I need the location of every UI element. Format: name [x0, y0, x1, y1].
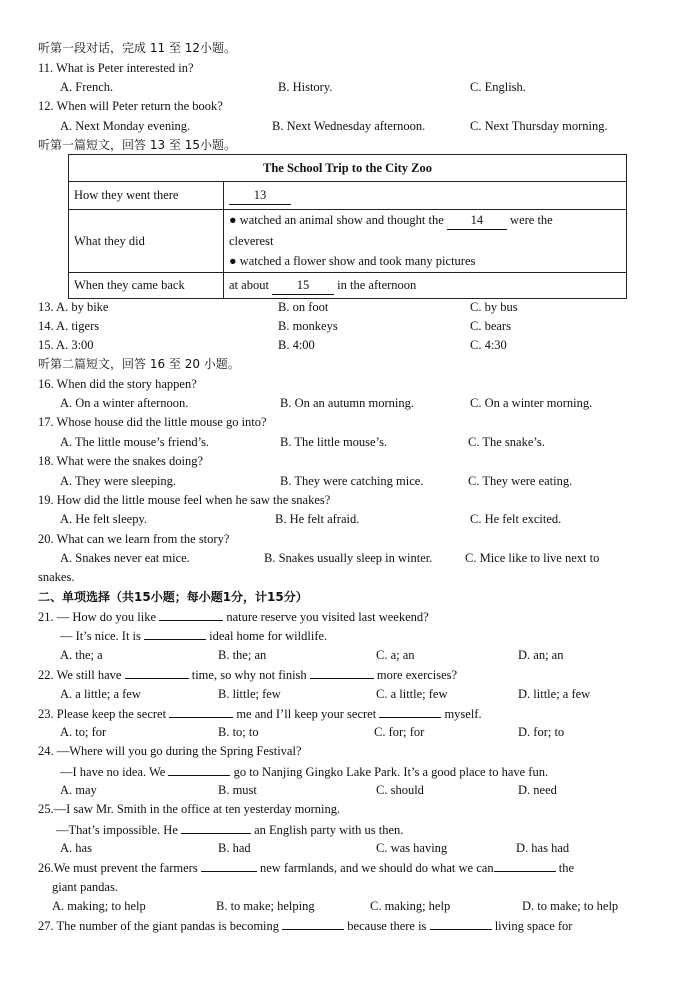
- option-14-a[interactable]: 14. A. tigers: [38, 319, 100, 333]
- option-24-a[interactable]: A. may: [60, 783, 97, 797]
- table-value-how: [224, 182, 627, 210]
- option-19-b[interactable]: B. He felt afraid.: [275, 512, 360, 526]
- table-what-text-4: ● watched a flower show and took many pictures: [229, 254, 476, 268]
- q21-text-2: nature reserve you visited last weekend?: [223, 610, 429, 624]
- option-14-c[interactable]: C. bears: [470, 319, 511, 333]
- table-what-text-2: were the: [506, 213, 553, 227]
- option-11-a[interactable]: A. French.: [60, 80, 114, 94]
- option-26-b[interactable]: B. to make; helping: [216, 899, 315, 913]
- option-15-c[interactable]: C. 4:30: [470, 338, 507, 352]
- q21-text-3: — It’s nice. It is: [60, 629, 145, 643]
- option-12-c[interactable]: C. Next Thursday morning.: [470, 119, 608, 133]
- blank-15[interactable]: 15: [272, 277, 334, 295]
- q22-text-2: time, so why not finish: [188, 668, 310, 682]
- q26-text-1: 26.We must prevent the farmers: [38, 861, 201, 875]
- blank-24[interactable]: [168, 763, 230, 776]
- option-24-b[interactable]: B. must: [218, 783, 257, 797]
- q25-text-2: an English party with us then.: [251, 823, 404, 837]
- option-24-c[interactable]: C. should: [376, 783, 424, 797]
- question-24-line-2: [60, 763, 548, 780]
- blank-21-1[interactable]: [159, 608, 223, 621]
- option-15-a[interactable]: 15. A. 3:00: [38, 338, 94, 352]
- option-12-b[interactable]: B. Next Wednesday afternoon.: [272, 119, 426, 133]
- section-title-multiple-choice: 二、单项选择（共15小题；每小题1分，计15分）: [38, 590, 308, 604]
- q22-text-1: 22. We still have: [38, 668, 125, 682]
- option-21-b[interactable]: B. the; an: [218, 648, 267, 662]
- option-11-b[interactable]: B. History.: [278, 80, 333, 94]
- option-20-b[interactable]: B. Snakes usually sleep in winter.: [264, 551, 433, 565]
- option-14-b[interactable]: B. monkeys: [278, 319, 338, 333]
- question-12: 12. When will Peter return the book?: [38, 99, 223, 113]
- option-13-c[interactable]: C. by bus: [470, 300, 518, 314]
- option-20-c-continued: snakes.: [38, 570, 75, 584]
- blank-14[interactable]: 14: [447, 212, 507, 230]
- blank-22-1[interactable]: [125, 666, 189, 679]
- section-title-dialogue-1: 听第一段对话，完成 11 至 12小题。: [38, 41, 236, 55]
- option-18-b[interactable]: B. They were catching mice.: [280, 474, 424, 488]
- option-22-a[interactable]: A. a little; a few: [60, 687, 141, 701]
- blank-23-2[interactable]: [379, 705, 441, 718]
- blank-23-1[interactable]: [169, 705, 233, 718]
- option-18-a[interactable]: A. They were sleeping.: [60, 474, 177, 488]
- q26-text-2: new farmlands, and we should do what we can: [256, 861, 494, 875]
- option-22-c[interactable]: C. a little; few: [376, 687, 448, 701]
- q27-text-3: living space for: [491, 919, 573, 933]
- option-24-d[interactable]: D. need: [518, 783, 557, 797]
- option-13-b[interactable]: B. on foot: [278, 300, 329, 314]
- option-23-a[interactable]: A. to; for: [60, 725, 107, 739]
- question-20: 20. What can we learn from the story?: [38, 532, 230, 546]
- blank-21-2[interactable]: [144, 627, 206, 640]
- q26-text-3: the: [555, 861, 574, 875]
- blank-25[interactable]: [181, 821, 251, 834]
- blank-13[interactable]: 13: [229, 187, 291, 205]
- option-18-c[interactable]: C. They were eating.: [468, 474, 573, 488]
- option-20-a[interactable]: A. Snakes never eat mice.: [60, 551, 190, 565]
- question-17: 17. Whose house did the little mouse go into?: [38, 415, 267, 429]
- option-21-c[interactable]: C. a; an: [376, 648, 415, 662]
- question-18: 18. What were the snakes doing?: [38, 454, 203, 468]
- q24-text-1: —I have no idea. We: [60, 765, 169, 779]
- question-21-line-1: [38, 608, 429, 625]
- option-17-c[interactable]: C. The snake’s.: [468, 435, 545, 449]
- table-when-text-2: in the afternoon: [334, 277, 417, 292]
- q21-text-4: ideal home for wildlife.: [206, 629, 328, 643]
- question-22: [38, 666, 457, 683]
- option-23-b[interactable]: B. to; to: [218, 725, 259, 739]
- option-25-b[interactable]: B. had: [218, 841, 251, 855]
- option-16-c[interactable]: C. On a winter morning.: [470, 396, 593, 410]
- option-21-d[interactable]: D. an; an: [518, 648, 564, 662]
- table-value-what: [224, 210, 627, 273]
- option-25-d[interactable]: D. has had: [516, 841, 570, 855]
- q23-text-2: me and I’ll keep your secret: [233, 707, 380, 721]
- option-13-a[interactable]: 13. A. by bike: [38, 300, 109, 314]
- option-12-a[interactable]: A. Next Monday evening.: [60, 119, 191, 133]
- question-26-line-1: [38, 859, 574, 876]
- table-when-text-1: at about: [229, 277, 273, 292]
- option-23-c[interactable]: C. for; for: [374, 725, 425, 739]
- option-26-d[interactable]: D. to make; to help: [522, 899, 619, 913]
- blank-26-2[interactable]: [494, 859, 556, 872]
- question-25-line-2: [56, 821, 403, 838]
- blank-26-1[interactable]: [201, 859, 257, 872]
- option-17-a[interactable]: A. The little mouse’s friend’s.: [60, 435, 210, 449]
- table-label-what: What they did: [69, 210, 224, 273]
- table-what-text-3: cleverest: [229, 234, 274, 248]
- option-15-b[interactable]: B. 4:00: [278, 338, 315, 352]
- question-21-line-2: [60, 627, 327, 644]
- zoo-trip-table: [68, 154, 627, 299]
- blank-27-2[interactable]: [430, 917, 492, 930]
- question-24-line-1: 24. —Where will you go during the Spring Festival?: [38, 744, 302, 758]
- q21-text-1: 21. — How do you like: [38, 610, 160, 624]
- table-caption: The School Trip to the City Zoo: [69, 155, 627, 182]
- option-22-d[interactable]: D. little; a few: [518, 687, 591, 701]
- question-11: 11. What is Peter interested in?: [38, 61, 194, 75]
- section-title-passage-2: 听第二篇短文，回答 16 至 20 小题。: [38, 357, 240, 371]
- q27-text-1: 27. The number of the giant pandas is becoming: [38, 919, 283, 933]
- question-27: [38, 917, 572, 934]
- question-26-line-2: giant pandas.: [52, 880, 118, 894]
- option-17-b[interactable]: B. The little mouse’s.: [280, 435, 388, 449]
- option-16-b[interactable]: B. On an autumn morning.: [280, 396, 415, 410]
- q22-text-3: more exercises?: [373, 668, 458, 682]
- option-25-c[interactable]: C. was having: [376, 841, 448, 855]
- q23-text-1: 23. Please keep the secret: [38, 707, 170, 721]
- option-25-a[interactable]: A. has: [60, 841, 92, 855]
- table-label-when: When they came back: [69, 273, 224, 299]
- option-22-b[interactable]: B. little; few: [218, 687, 281, 701]
- question-25-line-1: 25.—I saw Mr. Smith in the office at ten yesterday morning.: [38, 802, 341, 816]
- option-26-a[interactable]: A. making; to help: [52, 899, 146, 913]
- blank-27-1[interactable]: [282, 917, 344, 930]
- q24-text-2: go to Nanjing Gingko Lake Park. It’s a good place to have fun.: [230, 765, 549, 779]
- option-23-d[interactable]: D. for; to: [518, 725, 565, 739]
- q25-text-1: —That’s impossible. He: [56, 823, 181, 837]
- table-label-how: How they went there: [69, 182, 224, 210]
- option-20-c[interactable]: C. Mice like to live next to: [465, 551, 600, 565]
- table-value-when: [224, 273, 627, 299]
- question-16: 16. When did the story happen?: [38, 377, 197, 391]
- question-19: 19. How did the little mouse feel when he saw the snakes?: [38, 493, 331, 507]
- option-19-c[interactable]: C. He felt excited.: [470, 512, 562, 526]
- blank-22-2[interactable]: [310, 666, 374, 679]
- table-what-text-1: ● watched an animal show and thought the: [229, 213, 447, 227]
- option-26-c[interactable]: C. making; help: [370, 899, 451, 913]
- option-11-c[interactable]: C. English.: [470, 80, 526, 94]
- section-title-passage-1: 听第一篇短文，回答 13 至 15小题。: [38, 138, 236, 152]
- option-21-a[interactable]: A. the; a: [60, 648, 103, 662]
- q23-text-3: myself.: [441, 707, 482, 721]
- q27-text-2: because there is: [344, 919, 430, 933]
- option-19-a[interactable]: A. He felt sleepy.: [60, 512, 148, 526]
- question-23: [38, 705, 482, 722]
- option-16-a[interactable]: A. On a winter afternoon.: [60, 396, 189, 410]
